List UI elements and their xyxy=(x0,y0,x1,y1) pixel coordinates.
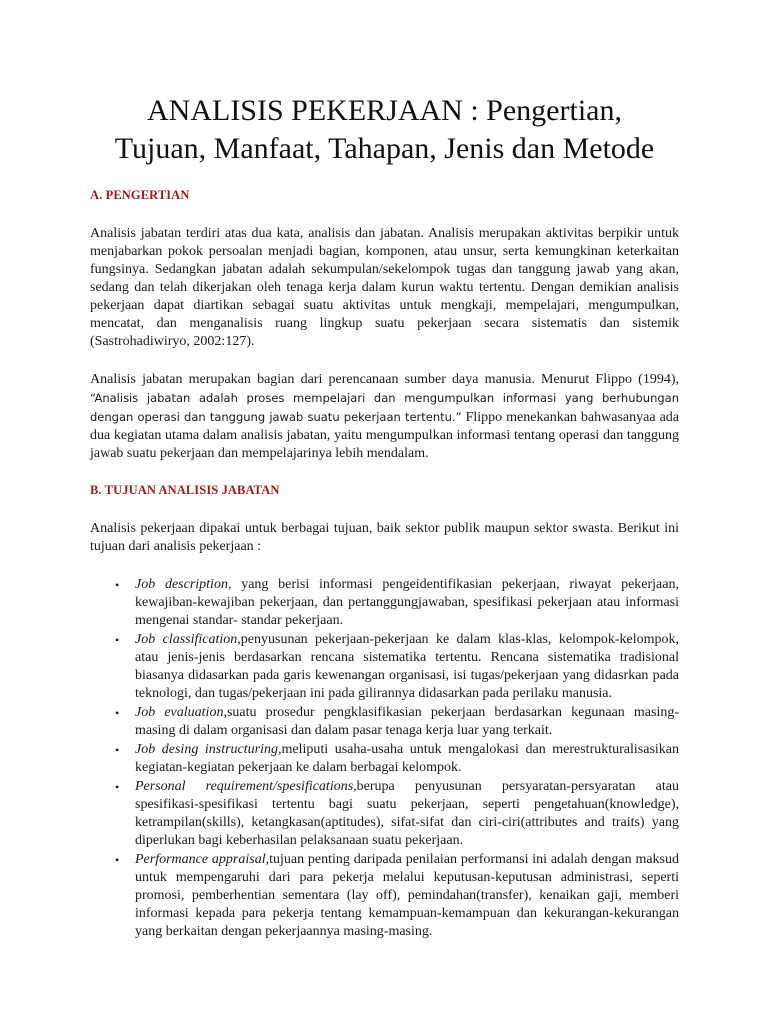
list-item xyxy=(115,704,680,740)
p2-start: Analisis jabatan merupakan bagian dari perencanaan sumber daya manusia. Menurut Flippo (1994), xyxy=(90,372,679,387)
bullet-icon: • xyxy=(115,743,120,757)
p2-end: Flippo menekankan bahwasanyaa ada dua kegiatan utama dalam analisis jabatan, yaitu mengumpulkan informasi tentang operasi dan tanggung jawab suatu pekerjaan dan mempelajarinya lebih mendalam. xyxy=(90,410,679,461)
section-b-heading: B. TUJUAN ANALISIS JABATAN xyxy=(90,483,280,497)
flippo-quote: “Analisis jabatan adalah proses mempelajari dan mengumpulkan informasi yang berhubungan dengan operasi dan tanggung jawab suatu pekerjaan tertentu.” xyxy=(90,391,679,424)
bullet-icon: • xyxy=(115,853,120,867)
item-term: Personal requirement/spesifications, xyxy=(135,779,357,794)
title-line-1: ANALISIS PEKERJAAN : Pengertian, xyxy=(147,94,622,127)
item-term: Job classification, xyxy=(135,632,241,647)
section-a-heading: A. PENGERTIAN xyxy=(90,188,190,202)
item-term: Job description xyxy=(135,577,228,592)
item-text: tujuan penting daripada penilaian performansi ini adalah dengan maksud untuk mempengaruhi dari para pekerja melalui keputusan-keputusan administrasi, seperti promosi, pemberhentian sementara (lay off), pemindahan(transfer), kenaikan gaji, memberi informasi kepada para pekerja tentang kemampuan-kemampuan dan kekurangan-kekurangan yang berkaitan dengan pekerjaannya masing-masing. xyxy=(135,852,679,939)
item-term: Performance appraisal, xyxy=(135,852,270,867)
item-term: Job evaluation, xyxy=(135,705,227,720)
title-line-2: Tujuan, Manfaat, Tahapan, Jenis dan Metode xyxy=(114,132,655,165)
list-item xyxy=(115,851,679,941)
item-text: meliputi usaha-usaha untuk mengalokasi dan merestrukturalisasikan kegiatan-kegiatan pekerjaan ke dalam berbagai kelompok. xyxy=(135,742,679,775)
item-text: berupa penyusunan persyaratan-persyaratan atau spesifikasi-spesifikasi tertentu bagi suatu pekerjaan, seperti pengetahuan(knowledge), ketrampilan(skills), ketangkasan(aptitudes), sifat-sifat dan ciri-ciri(attributes and traits) yang diperlukan bagi keberhasilan pelaksanaan suatu pekerjaan. xyxy=(135,779,679,848)
document-title xyxy=(90,92,679,168)
bullet-icon: • xyxy=(115,706,120,720)
item-text: , yang berisi informasi pengeidentifikasian pekerjaan, riwayat pekerjaan, kewajiban-kewajiban pekerjaan, dan pertanggungjawaban, spesifikasi pekerjaan atau informasi mengenai standar- standar pekerjaan. xyxy=(135,577,679,628)
list-item xyxy=(115,741,679,777)
bullet-icon: • xyxy=(115,578,120,592)
section-a-paragraph-1: Analisis jabatan terdiri atas dua kata, analisis dan jabatan. Analisis merupakan aktivitas berpikir untuk menjabarkan pokok persoalan menjadi bagian, komponen, atau unsur, serta kemungkinan keterkaitan fungsinya. Sedangkan jabatan adalah sekumpulan/sekelompok tugas dan tanggung jawab yang akan, sedang dan telah dikerjakan oleh tenaga kerja dalam kurun waktu tertentu. Dengan demikian analisis pekerjaan dapat diartikan sebagai suatu aktivitas untuk mengkaji, mempelajari, mengumpulkan, mencatat, dan menganalisis ruang lingkup suatu pekerjaan secara sistematis dan sistemik (Sastrohadiwiryo, 2002:127). xyxy=(90,226,679,349)
item-text: suatu prosedur pengklasifikasian pekerjaan berdasarkan kegunaan masing-masing di dalam organisasi dan dalam pasar tenaga kerja luar yang terkait. xyxy=(135,705,680,738)
item-text: penyusunan pekerjaan-pekerjaan ke dalam klas-klas, kelompok-kelompok, atau jenis-jenis berdasarkan rencana sistematika tertentu. Rencana sistematika tradisional biasanya didasarkan pada garis kewenangan organisasi, isi tugas/pekerjaan yang didasrkan pada teknologi, dan tugas/pekerjaan ini pada gilirannya didasarkan pada perilaku manusia. xyxy=(135,632,679,701)
list-item xyxy=(115,778,679,850)
item-term: Job desing instructuring, xyxy=(135,742,282,757)
objectives-list xyxy=(90,576,679,941)
section-a-paragraph-2 xyxy=(90,371,679,463)
list-item xyxy=(115,631,679,703)
list-item xyxy=(115,576,679,630)
bullet-icon: • xyxy=(115,780,120,794)
bullet-icon: • xyxy=(115,633,120,647)
section-b-intro: Analisis pekerjaan dipakai untuk berbagai tujuan, baik sektor publik maupun sektor swasta. Berikut ini tujuan dari analisis pekerjaan : xyxy=(90,521,679,554)
